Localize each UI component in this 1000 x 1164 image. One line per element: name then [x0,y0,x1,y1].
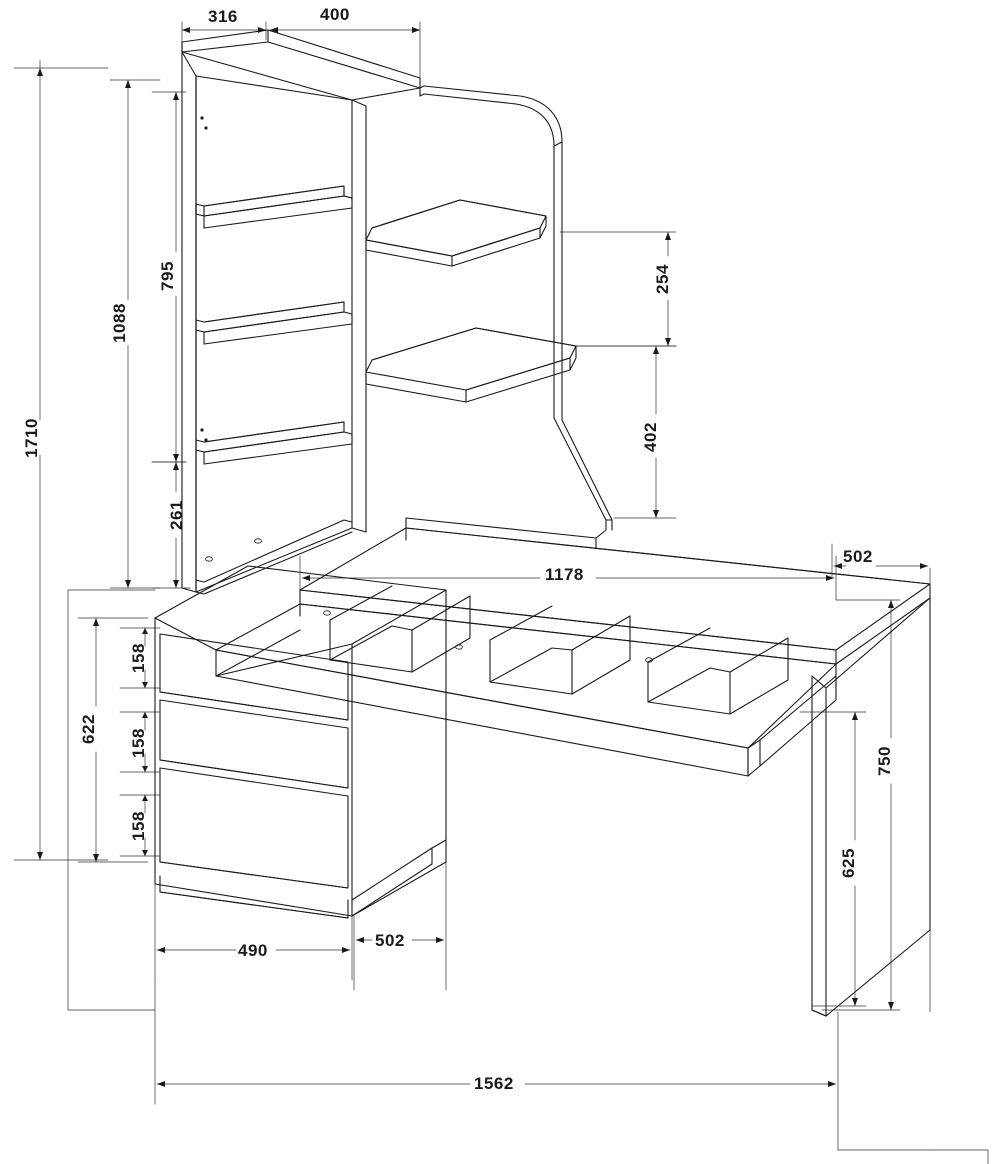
dimension-label-625: 625 [838,848,858,878]
dimension-label-254: 254 [652,264,672,294]
dimension-label-402: 402 [640,422,660,452]
dimension-label-1562: 1562 [474,1074,514,1093]
dimension-label-1710: 1710 [21,418,41,458]
dimension-label-490: 490 [238,941,268,960]
dimension-label-158-top: 158 [128,643,148,673]
dimension-label-795: 795 [157,261,177,291]
dimension-label-400: 400 [320,5,350,24]
dimension-label-1178: 1178 [545,565,584,584]
dimension-label-622: 622 [78,714,98,744]
dimension-label-1088: 1088 [109,303,129,343]
dimension-label-261: 261 [166,500,186,530]
dimension-label-750: 750 [874,746,894,776]
dimension-label-158-middle: 158 [128,728,148,758]
dimension-label-502-bottom: 502 [375,931,405,950]
dimension-label-316: 316 [208,7,238,26]
dimension-label-502-top: 502 [843,547,873,566]
dimension-label-158-bottom: 158 [128,811,148,841]
